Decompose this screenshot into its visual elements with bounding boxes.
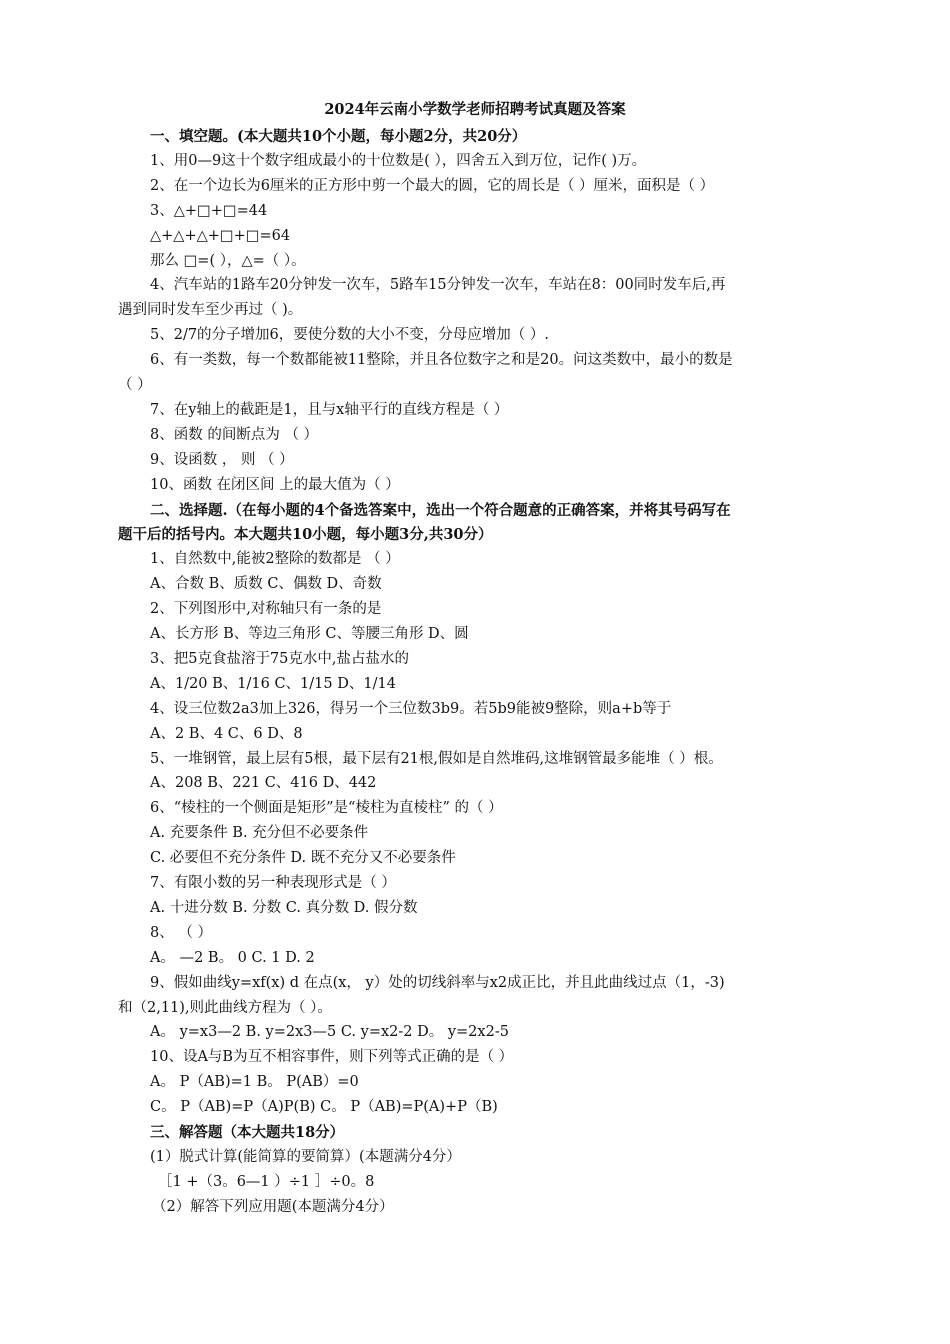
- text-line: 9、假如曲线y=xf(x) d 在点(x， y）处的切线斜率与x2成正比，并且此曲线过点（1，-3): [150, 974, 725, 991]
- text-line: 5、2/7的分子增加6，要使分数的大小不变，分母应增加（ ）.: [150, 327, 550, 344]
- text-line: 5、一堆钢管，最上层有5根，最下层有21根,假如是自然堆码,这堆钢管最多能堆（ ）根。: [150, 750, 723, 767]
- text-line: C。 P（AB)=P（A)P(B) C。 P（AB)=P(A)+P（B): [150, 1099, 498, 1116]
- text-line: 9、设函数 ， 则 （ ）: [150, 451, 294, 468]
- text-line: A。 y=x3—2 B. y=2x3—5 C. y=x2-2 D。 y=2x2-5: [150, 1024, 509, 1041]
- text-line: 和（2,11),则此曲线方程为（ ）。: [118, 999, 332, 1016]
- text-line: 遇到同时发车至少再过（ )。: [118, 302, 303, 319]
- text-line: △+△+△+□+□=64: [150, 227, 291, 244]
- text-line: 7、在y轴上的截距是1，且与x轴平行的直线方程是（ ）: [150, 401, 509, 418]
- text-line: A、合数 B、质数 C、偶数 D、奇数: [150, 576, 382, 593]
- text-line: ［1 +（3。6—1 ）÷1 ］÷0。8: [158, 1173, 375, 1190]
- text-line: 2、下列图形中,对称轴只有一条的是: [150, 601, 382, 618]
- section-heading: 二、选择题.（在每小题的4个备选答案中，选出一个符合题意的正确答案，并将其号码写在: [150, 501, 731, 519]
- text-line: 3、△+□+□=44: [150, 202, 268, 219]
- section-heading: 三、解答题（本大题共18分）: [150, 1124, 345, 1141]
- text-line: 那么 □=( ），△=（ ）。: [150, 252, 306, 269]
- text-line: （2）解答下列应用题(本题满分4分）: [152, 1198, 394, 1215]
- section-heading: 一、填空题。(本大题共10个小题，每小题2分，共20分）: [150, 128, 527, 145]
- text-line: A. 充要条件 B. 充分但不必要条件: [150, 825, 369, 842]
- text-line: 8、函数 的间断点为 （ ）: [150, 426, 319, 443]
- text-line: 1、自然数中,能被2整除的数都是 （ ）: [150, 551, 400, 568]
- text-line: A、2 B、4 C、6 D、8: [150, 725, 303, 742]
- text-line: 10、函数 在闭区间 上的最大值为（ ）: [150, 476, 400, 493]
- text-line: 7、有限小数的另一种表现形式是（ ）: [150, 875, 396, 891]
- text-line: （ ）: [118, 377, 152, 393]
- text-line: C. 必要但不充分条件 D. 既不充分又不必要条件: [150, 850, 456, 867]
- text-line: 4、设三位数2a3加上326，得另一个三位数3b9。若5b9能被9整除，则a+b等于: [150, 700, 672, 717]
- text-line: 2、在一个边长为6厘米的正方形中剪一个最大的圆，它的周长是（ ）厘米，面积是（ ）: [150, 177, 715, 194]
- text-line: 4、汽车站的1路车20分钟发一次车，5路车15分钟发一次车，车站在8：00同时发车后,再: [150, 277, 726, 294]
- text-line: (1）脱式计算(能简算的要简算）(本题满分4分）: [150, 1148, 461, 1165]
- text-line: 6、“棱柱的一个侧面是矩形”是“棱柱为直棱柱” 的（ ）: [150, 800, 503, 817]
- text-line: A. 十进分数 B. 分数 C. 真分数 D. 假分数: [150, 899, 418, 916]
- text-line: 1、用0—9这十个数字组成最小的十位数是( ），四舍五入到万位，记作( )万。: [150, 152, 647, 169]
- text-line: A。 P（AB)=1 B。 P(AB）=0: [150, 1074, 359, 1091]
- text-line: A。 —2 B。 0 C. 1 D. 2: [150, 949, 315, 966]
- text-line: A、208 B、221 C、416 D、442: [150, 775, 377, 792]
- section-heading: 题干后的括号内。本大题共10小题，每小题3分,共30分）: [118, 526, 493, 544]
- page-title: 2024年云南小学数学老师招聘考试真题及答案: [324, 101, 626, 118]
- text-line: A、长方形 B、等边三角形 C、等腰三角形 D、圆: [150, 626, 469, 642]
- text-line: 10、设A与B为互不相容事件，则下列等式正确的是（ ）: [150, 1049, 514, 1066]
- text-line: 6、有一类数，每一个数都能被11整除，并且各位数字之和是20。问这类数中，最小的数是: [150, 352, 733, 369]
- text-line: A、1/20 B、1/16 C、1/15 D、1/14: [150, 675, 396, 692]
- text-line: 8、 （ ）: [150, 924, 212, 941]
- text-line: 3、把5克食盐溶于75克水中,盐占盐水的: [150, 650, 410, 667]
